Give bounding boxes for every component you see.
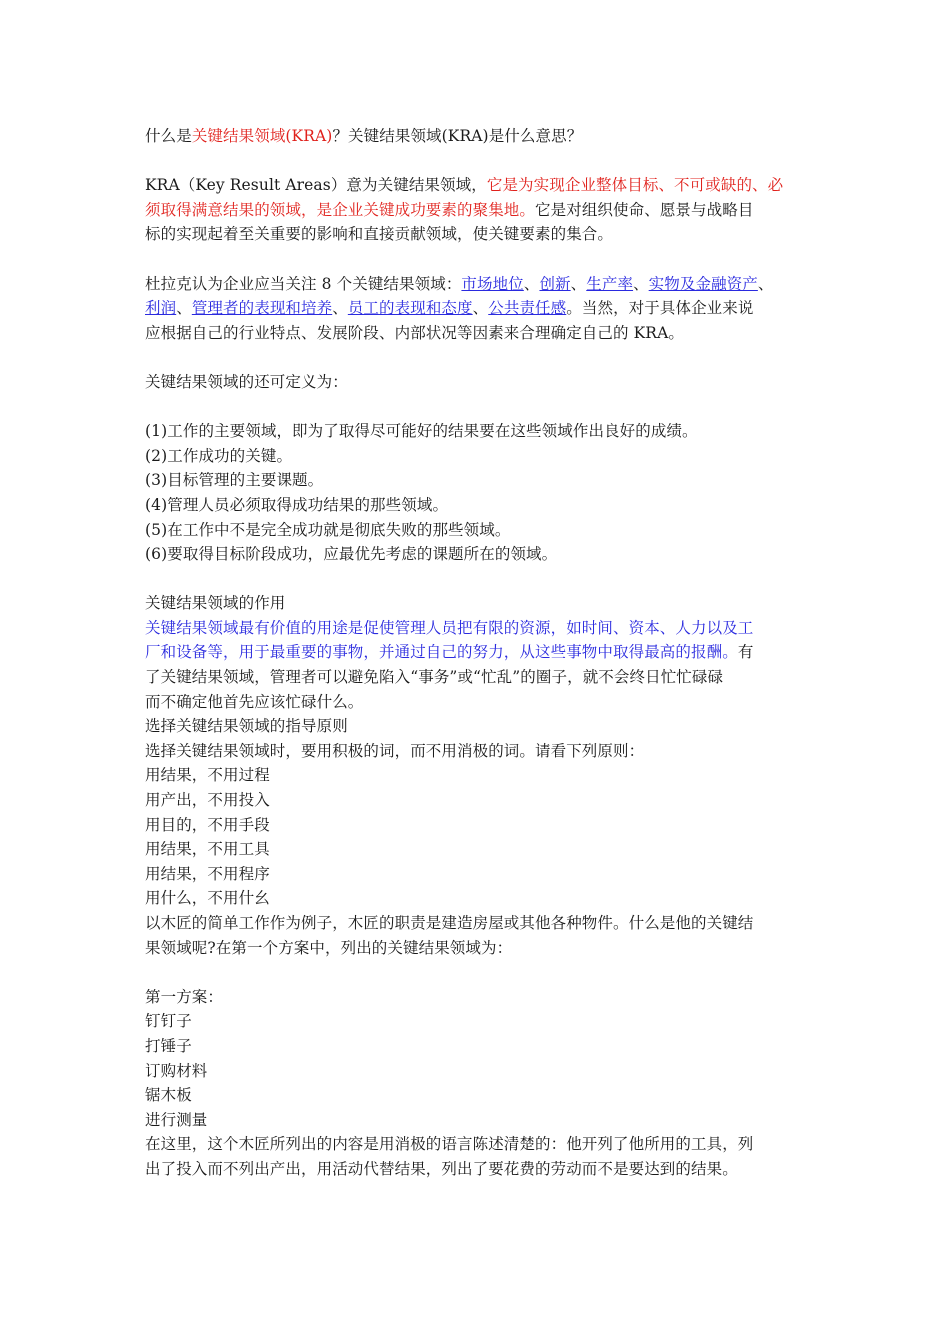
drucker-paragraph: 杜拉克认为企业应当关注 8 个关键结果领域：市场地位、创新、生产率、实物及金融资产、 利润、管理者的表现和培养、员工的表现和态度、公共责任感。当然，对于具体企业来说 应根据自己的行业特点、发展阶段、内部状况等因素来合理确定自己的 KRA。 — [145, 274, 774, 342]
list-item: 订购材料 — [145, 1061, 208, 1080]
list-item: 进行测量 — [145, 1110, 208, 1129]
list-item: (1)工作的主要领域，即为了取得尽可能好的结果要在这些领域作出良好的成绩。 — [145, 422, 698, 441]
spacer — [145, 247, 810, 272]
list-item: 锯木板 — [145, 1086, 192, 1105]
list-item: 用结果，不用程序 — [145, 864, 270, 883]
link-employee-performance[interactable]: 员工的表现和态度 — [347, 299, 473, 318]
principles-heading: 选择关键结果领域的指导原则 — [145, 717, 348, 736]
intro-highlight: 它是为实现企业整体目标、不可或缺的、必 — [486, 176, 784, 195]
list-item: 用什么，不用什幺 — [145, 889, 270, 908]
spacer — [145, 960, 810, 985]
role-highlight: 关键结果领域最有价值的用途是促使管理人员把有限的资源，如时间、资本、人力以及工 — [145, 618, 754, 637]
list-item: (2)工作成功的关键。 — [145, 446, 293, 465]
role-highlight: 厂和设备等，用于最重要的事物，并通过自己的努力，从这些事物中取得最高的报酬。 — [145, 643, 738, 662]
carpenter-example: 以木匠的简单工作作为例子，木匠的职责是建造房屋或其他各种物件。什么是他的关键结 果领域呢?在第一个方案中，列出的关键结果领域为： — [145, 914, 754, 957]
definition-list — [145, 419, 810, 567]
title-highlight: 关键结果领域(KRA) — [191, 127, 333, 145]
plan-list — [145, 1009, 810, 1132]
definition-heading: 关键结果领域的还可定义为： — [145, 372, 348, 391]
list-item: 用结果，不用工具 — [145, 840, 270, 859]
link-public-responsibility[interactable]: 公共责任感 — [488, 299, 567, 318]
link-manager-performance[interactable]: 管理者的表现和培养 — [191, 299, 333, 318]
list-item: (3)目标管理的主要课题。 — [145, 471, 324, 490]
list-item: 钉钉子 — [145, 1012, 192, 1031]
list-item: 打锤子 — [145, 1036, 192, 1055]
role-heading: 关键结果领域的作用 — [145, 594, 286, 613]
spacer — [145, 567, 810, 592]
principles-intro: 选择关键结果领域时，要用积极的词，而不用消极的词。请看下列原则： — [145, 741, 645, 760]
role-paragraph: 关键结果领域最有价值的用途是促使管理人员把有限的资源，如时间、资本、人力以及工 厂和设备等，用于最重要的事物，并通过自己的努力，从这些事物中取得最高的报酬。有 了关键结果领域，管理者可以避免陷入“事务”或“忙乱”的圈子，就不会终日忙忙碌碌 而不确定他首先应该忙碌什么。 — [145, 616, 810, 714]
plan-conclusion: 在这里，这个木匠所列出的内容是用消极的语言陈述清楚的：他开列了他所用的工具，列 出了投入而不列出产出，用活动代替结果，列出了要花费的劳动而不是要达到的结果。 — [145, 1135, 754, 1178]
list-item: 用结果，不用过程 — [145, 766, 270, 785]
list-item: 用产出，不用投入 — [145, 791, 270, 810]
list-item: (5)在工作中不是完全成功就是彻底失败的那些领域。 — [145, 520, 511, 539]
intro-highlight: 须取得满意结果的领域，是企业关键成功要素的聚集地。 — [145, 200, 536, 219]
link-innovation[interactable]: 创新 — [539, 274, 571, 293]
list-item: 用目的，不用手段 — [145, 815, 270, 834]
article-title: 什么是关键结果领域(KRA)？关键结果领域(KRA)是什么意思？ — [145, 127, 583, 145]
intro-paragraph: KRA（Key Result Areas）意为关键结果领域，它是为实现企业整体目标、不可或缺的、必 须取得满意结果的领域，是企业关键成功要素的聚集地。它是对组织使命、愿景与战略目 标的实现起着至关重要的影响和直接贡献领域，使关键要素的集合。 — [145, 176, 784, 244]
spacer — [145, 149, 810, 174]
link-profit[interactable]: 利润 — [145, 299, 177, 318]
link-physical-financial-assets[interactable]: 实物及金融资产 — [648, 274, 758, 293]
spacer — [145, 345, 810, 370]
link-productivity[interactable]: 生产率 — [586, 274, 634, 293]
link-market-position[interactable]: 市场地位 — [461, 274, 524, 293]
plan-heading: 第一方案： — [145, 987, 224, 1006]
list-item: (4)管理人员必须取得成功结果的那些领域。 — [145, 495, 449, 514]
spacer — [145, 395, 810, 420]
list-item: (6)要取得目标阶段成功，应最优先考虑的课题所在的领域。 — [145, 545, 558, 564]
principles-list — [145, 763, 810, 911]
